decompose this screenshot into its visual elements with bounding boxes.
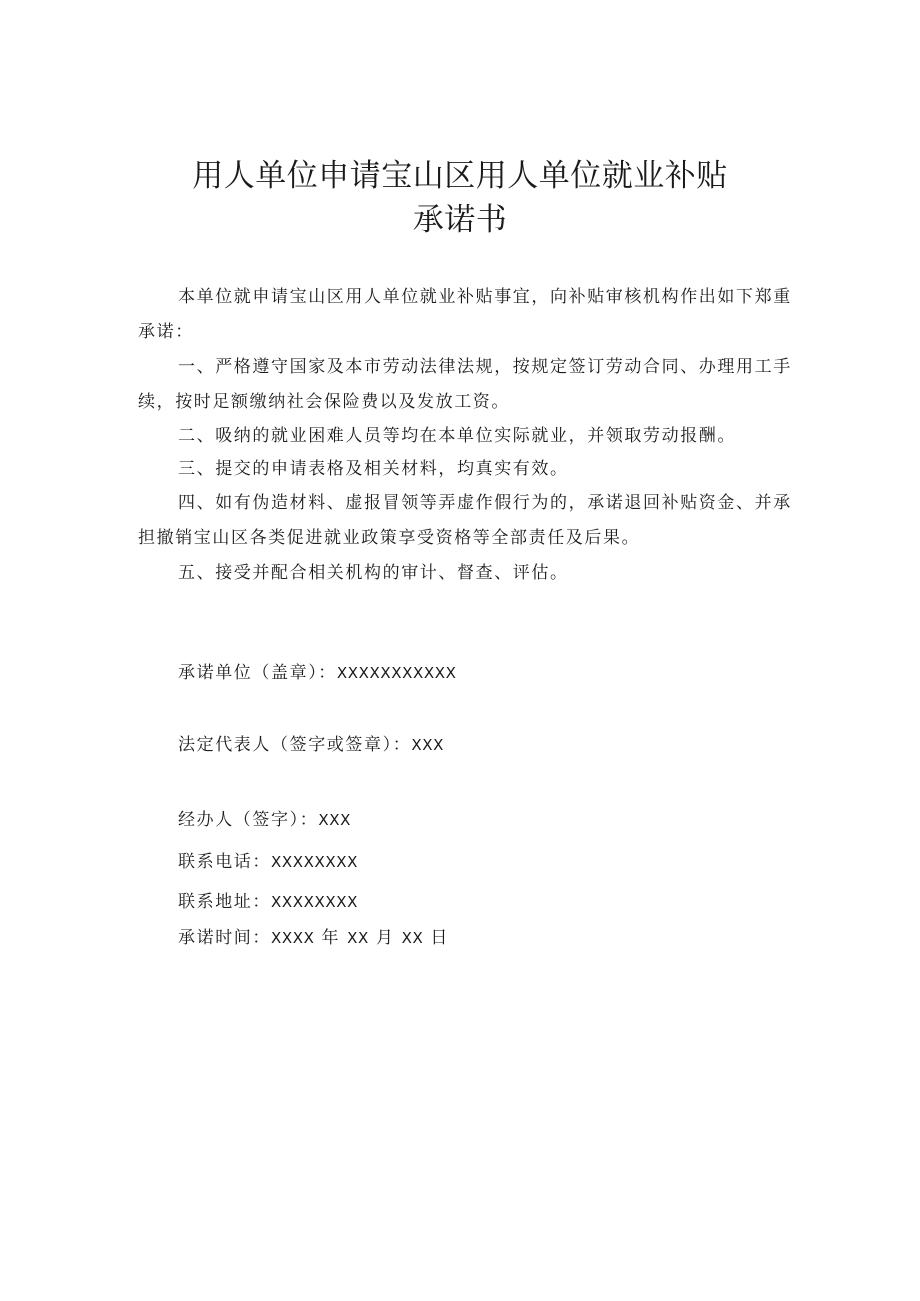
- document-subtitle: 承诺书: [412, 202, 508, 238]
- handler-line: [178, 808, 351, 832]
- legal-rep-label: 法定代表人（签字或签章）：: [178, 735, 412, 755]
- phone-line: [178, 850, 358, 874]
- date-day-unit: 日: [430, 928, 449, 948]
- date-line: [178, 926, 449, 950]
- commitment-item-3: 三、提交的申请表格及相关材料，均真实有效。: [178, 459, 569, 479]
- date-day: XX: [401, 929, 424, 947]
- legal-rep-value: XXX: [411, 736, 444, 754]
- legal-rep-line: [178, 733, 444, 757]
- date-year: XXXX: [271, 929, 315, 947]
- unit-seal-label: 承诺单位（盖章）：: [178, 663, 337, 683]
- commitment-item-2: 二、吸纳的就业困难人员等均在本单位实际就业，并领取劳动报酬。: [178, 426, 736, 446]
- unit-seal-line: [178, 661, 457, 685]
- address-value: XXXXXXXX: [271, 893, 359, 911]
- address-label: 联系地址：: [178, 892, 271, 912]
- date-year-unit: 年: [321, 928, 341, 948]
- commitment-item-1: 一、严格遵守国家及本市劳动法律法规，按规定签订劳动合同、办理用工手续，按时足额缴纳社会保险费以及发放工资。: [138, 357, 792, 412]
- intro-paragraph: 本单位就申请宝山区用人单位就业补贴事宜，向补贴审核机构作出如下郑重承诺：: [138, 287, 792, 342]
- date-month: XX: [347, 929, 369, 947]
- address-line: [178, 890, 358, 914]
- handler-label: 经办人（签字）：: [178, 810, 319, 830]
- unit-seal-value: XXXXXXXXXXX: [336, 664, 457, 682]
- commitment-item-5: 五、接受并配合相关机构的审计、督查、评估。: [178, 563, 569, 583]
- phone-value: XXXXXXXX: [271, 853, 359, 871]
- commitment-item-4: 四、如有伪造材料、虚报冒领等弄虚作假行为的，承诺退回补贴资金、并承担撤销宝山区各类促进就业政策享受资格等全部责任及后果。: [138, 493, 792, 548]
- phone-label: 联系电话：: [178, 852, 271, 872]
- handler-value: XXX: [318, 811, 351, 829]
- commitment-body: [138, 280, 808, 591]
- date-month-unit: 月: [375, 928, 395, 948]
- document-title: 用人单位申请宝山区用人单位就业补贴: [192, 158, 728, 194]
- date-label: 承诺时间：: [178, 928, 271, 948]
